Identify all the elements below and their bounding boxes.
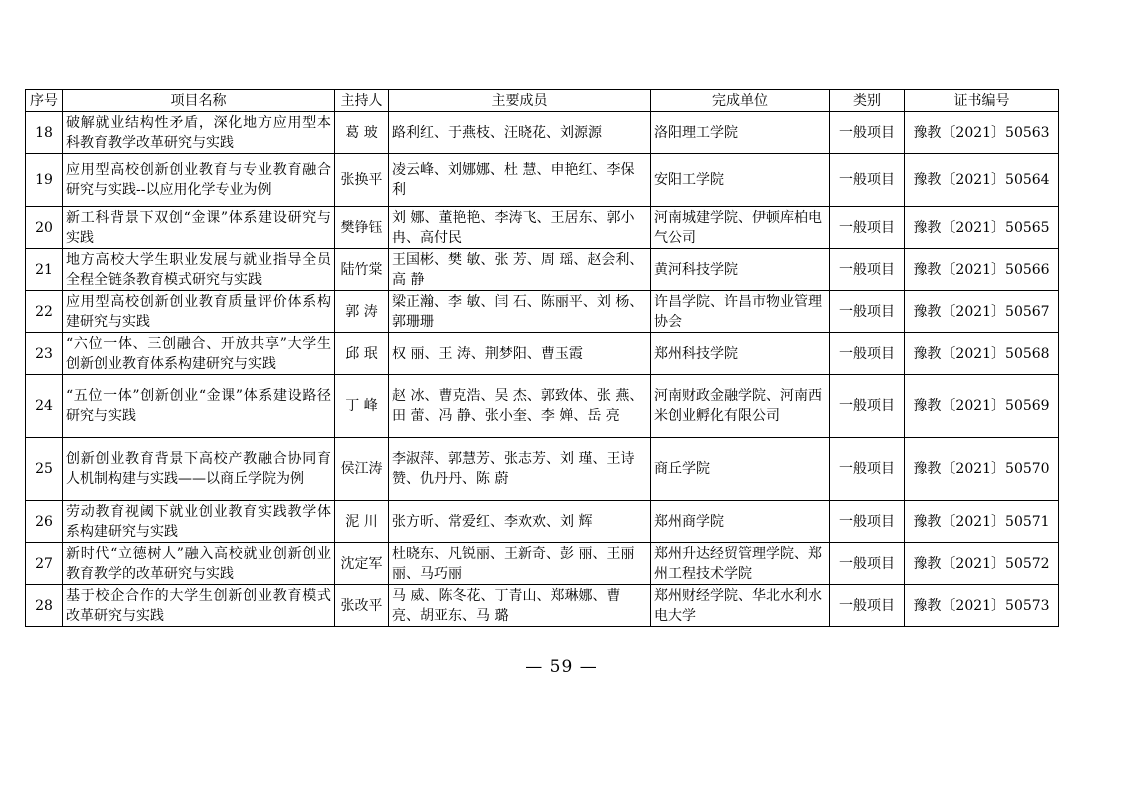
host-name: 沈定军 — [335, 543, 389, 585]
projects-table — [25, 89, 1059, 627]
table-row — [26, 291, 1059, 333]
certificate-number: 豫教〔2021〕50563 — [905, 112, 1059, 154]
host-name: 樊铮钰 — [335, 207, 389, 249]
host-name: 侯江涛 — [335, 438, 389, 501]
members: 梁正瀚、李 敏、闫 石、陈丽平、刘 杨、郭珊珊 — [389, 291, 651, 333]
host-name: 泥 川 — [335, 501, 389, 543]
table-row — [26, 112, 1059, 154]
host-name: 张换平 — [335, 154, 389, 207]
unit: 郑州科技学院 — [651, 333, 830, 375]
certificate-number: 豫教〔2021〕50572 — [905, 543, 1059, 585]
unit: 河南城建学院、伊顿库柏电气公司 — [651, 207, 830, 249]
unit: 郑州升达经贸管理学院、郑州工程技术学院 — [651, 543, 830, 585]
members: 赵 冰、曹克浩、吴 杰、郭致体、张 燕、田 蕾、冯 静、张小奎、李 婵、岳 亮 — [389, 375, 651, 438]
certificate-number: 豫教〔2021〕50567 — [905, 291, 1059, 333]
row-number: 24 — [26, 375, 63, 438]
host-name: 丁 峰 — [335, 375, 389, 438]
table-row — [26, 154, 1059, 207]
category: 一般项目 — [830, 333, 905, 375]
header-no: 序号 — [26, 90, 63, 112]
row-number: 26 — [26, 501, 63, 543]
project-name: 新时代“立德树人”融入高校就业创新创业教育教学的改革研究与实践 — [63, 543, 335, 585]
project-name: 创新创业教育背景下高校产教融合协同育人机制构建与实践——以商丘学院为例 — [63, 438, 335, 501]
category: 一般项目 — [830, 291, 905, 333]
header-host: 主持人 — [335, 90, 389, 112]
certificate-number: 豫教〔2021〕50570 — [905, 438, 1059, 501]
unit: 商丘学院 — [651, 438, 830, 501]
certificate-number: 豫教〔2021〕50564 — [905, 154, 1059, 207]
project-name: 劳动教育视阈下就业创业教育实践教学体系构建研究与实践 — [63, 501, 335, 543]
unit: 郑州财经学院、华北水利水电大学 — [651, 585, 830, 627]
unit: 安阳工学院 — [651, 154, 830, 207]
certificate-number: 豫教〔2021〕50565 — [905, 207, 1059, 249]
row-number: 21 — [26, 249, 63, 291]
project-name: “六位一体、三创融合、开放共享”大学生创新创业教育体系构建研究与实践 — [63, 333, 335, 375]
header-type: 类别 — [830, 90, 905, 112]
certificate-number: 豫教〔2021〕50568 — [905, 333, 1059, 375]
row-number: 19 — [26, 154, 63, 207]
category: 一般项目 — [830, 501, 905, 543]
unit: 洛阳理工学院 — [651, 112, 830, 154]
project-name: 应用型高校创新创业教育质量评价体系构建研究与实践 — [63, 291, 335, 333]
category: 一般项目 — [830, 585, 905, 627]
page-number: — 59 — — [525, 657, 598, 677]
table-row — [26, 375, 1059, 438]
header-row — [26, 90, 1059, 112]
table-row — [26, 543, 1059, 585]
table-row — [26, 333, 1059, 375]
table-row — [26, 585, 1059, 627]
project-name: 新工科背景下双创“金课”体系建设研究与实践 — [63, 207, 335, 249]
unit: 许昌学院、许昌市物业管理协会 — [651, 291, 830, 333]
header-members: 主要成员 — [389, 90, 651, 112]
row-number: 28 — [26, 585, 63, 627]
certificate-number: 豫教〔2021〕50573 — [905, 585, 1059, 627]
unit: 河南财政金融学院、河南西米创业孵化有限公司 — [651, 375, 830, 438]
row-number: 23 — [26, 333, 63, 375]
row-number: 27 — [26, 543, 63, 585]
host-name: 张改平 — [335, 585, 389, 627]
table-row — [26, 438, 1059, 501]
certificate-number: 豫教〔2021〕50566 — [905, 249, 1059, 291]
header-unit: 完成单位 — [651, 90, 830, 112]
category: 一般项目 — [830, 112, 905, 154]
members: 路利红、于燕枝、汪晓花、刘源源 — [389, 112, 651, 154]
members: 王国彬、樊 敏、张 芳、周 瑶、赵会利、高 静 — [389, 249, 651, 291]
members: 张方昕、常爱红、李欢欢、刘 辉 — [389, 501, 651, 543]
project-name: 基于校企合作的大学生创新创业教育模式改革研究与实践 — [63, 585, 335, 627]
certificate-number: 豫教〔2021〕50569 — [905, 375, 1059, 438]
members: 凌云峰、刘娜娜、杜 慧、申艳红、李保利 — [389, 154, 651, 207]
table-body — [26, 112, 1059, 627]
category: 一般项目 — [830, 543, 905, 585]
table-row — [26, 249, 1059, 291]
project-name: 地方高校大学生职业发展与就业指导全员全程全链条教育模式研究与实践 — [63, 249, 335, 291]
host-name: 郭 涛 — [335, 291, 389, 333]
header-name: 项目名称 — [63, 90, 335, 112]
certificate-number: 豫教〔2021〕50571 — [905, 501, 1059, 543]
category: 一般项目 — [830, 438, 905, 501]
category: 一般项目 — [830, 375, 905, 438]
category: 一般项目 — [830, 154, 905, 207]
host-name: 陆竹棠 — [335, 249, 389, 291]
members: 权 丽、王 涛、荆梦阳、曹玉霞 — [389, 333, 651, 375]
members: 刘 娜、董艳艳、李涛飞、王居东、郭小冉、高付民 — [389, 207, 651, 249]
project-name: 破解就业结构性矛盾，深化地方应用型本科教育教学改革研究与实践 — [63, 112, 335, 154]
row-number: 22 — [26, 291, 63, 333]
unit: 郑州商学院 — [651, 501, 830, 543]
category: 一般项目 — [830, 207, 905, 249]
row-number: 18 — [26, 112, 63, 154]
row-number: 25 — [26, 438, 63, 501]
category: 一般项目 — [830, 249, 905, 291]
row-number: 20 — [26, 207, 63, 249]
header-cert: 证书编号 — [905, 90, 1059, 112]
unit: 黄河科技学院 — [651, 249, 830, 291]
project-name: 应用型高校创新创业教育与专业教育融合研究与实践--以应用化学专业为例 — [63, 154, 335, 207]
table-row — [26, 207, 1059, 249]
project-name: “五位一体”创新创业“金课”体系建设路径研究与实践 — [63, 375, 335, 438]
members: 马 威、陈冬花、丁青山、郑琳娜、曹 亮、胡亚东、马 璐 — [389, 585, 651, 627]
members: 杜晓东、凡锐丽、王新奇、彭 丽、王丽丽、马巧丽 — [389, 543, 651, 585]
host-name: 葛 玻 — [335, 112, 389, 154]
table-row — [26, 501, 1059, 543]
members: 李淑萍、郭慧芳、张志芳、刘 瑾、王诗赞、仇丹丹、陈 蔚 — [389, 438, 651, 501]
host-name: 邱 珉 — [335, 333, 389, 375]
